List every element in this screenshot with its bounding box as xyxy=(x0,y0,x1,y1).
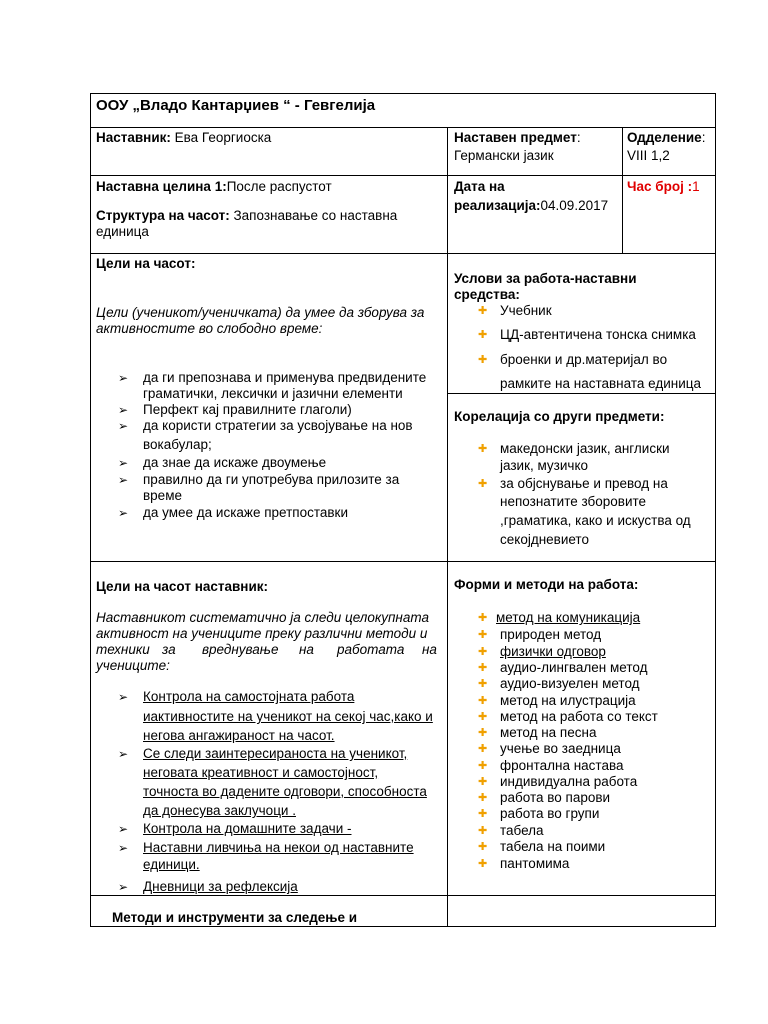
plus-bullet-icon: ✚ xyxy=(478,743,488,755)
unit-value: После распустот xyxy=(226,179,332,194)
monitoring-heading: Методи и инструменти за следење и xyxy=(112,910,358,925)
method-item: метод на работа со текст xyxy=(500,709,658,724)
teacher-goal-item: Контрола на домашните задачи - xyxy=(143,821,352,836)
method-item: табела на поими xyxy=(500,839,606,854)
date-field xyxy=(454,198,608,214)
teacher-name: Ева Георгиоска xyxy=(170,130,272,145)
plus-bullet-icon: ✚ xyxy=(478,808,488,820)
method-item: фронтална настава xyxy=(500,758,624,773)
teacher-goal-item: Контрола на самостојната работа xyxy=(143,689,355,704)
teacher-goal-item: Наставни ливчиња на некои од наставните xyxy=(143,840,414,855)
class-value: VIII 1,2 xyxy=(627,148,670,163)
teacher-goals-intro-word: вреднување xyxy=(202,642,279,657)
conditions-heading-cont: средства: xyxy=(454,287,520,302)
plus-bullet-icon: ✚ xyxy=(478,841,488,853)
plus-bullet-icon: ✚ xyxy=(478,612,488,624)
method-item: аудио-лингвален метод xyxy=(500,660,648,675)
row-divider xyxy=(90,561,716,562)
school-name: ООУ „Владо Кантарџиев “ - Гевгелија xyxy=(96,97,376,114)
condition-item: Учебник xyxy=(500,303,552,318)
arrow-bullet-icon: ➢ xyxy=(118,690,129,704)
plus-bullet-icon: ✚ xyxy=(478,695,488,707)
arrow-bullet-icon: ➢ xyxy=(118,747,129,761)
goal-item: граматички, лексички и јазични елементи xyxy=(143,386,403,401)
method-item: метод на песна xyxy=(500,725,597,740)
goals-heading: Цели на часот: xyxy=(96,256,196,271)
conditions-heading: Услови за работа-наставни xyxy=(454,271,637,286)
date-label: Дата на xyxy=(454,179,505,194)
plus-bullet-icon: ✚ xyxy=(478,329,488,341)
lesson-number-value: 1 xyxy=(692,179,700,194)
arrow-bullet-icon: ➢ xyxy=(118,419,129,433)
teacher-goal-item: Се следи заинтересираноста на ученикот, xyxy=(143,746,408,761)
goal-item: време xyxy=(143,488,182,503)
subject-field xyxy=(454,130,581,146)
plus-bullet-icon: ✚ xyxy=(478,678,488,690)
arrow-bullet-icon: ➢ xyxy=(118,841,129,855)
arrow-bullet-icon: ➢ xyxy=(118,371,129,385)
table-border-left xyxy=(90,93,91,927)
method-item: физички одговор xyxy=(500,644,606,659)
method-item: природен метод xyxy=(500,627,602,642)
plus-bullet-icon: ✚ xyxy=(478,727,488,739)
teacher-goals-intro-word: за xyxy=(162,642,176,657)
unit-field xyxy=(96,179,332,195)
plus-bullet-icon: ✚ xyxy=(478,711,488,723)
row-divider xyxy=(447,393,716,394)
correlation-item: македонски јазик, англиски xyxy=(500,441,670,456)
teacher-goals-heading: Цели на часот наставник: xyxy=(96,579,268,594)
table-border-bottom xyxy=(90,926,716,927)
column-divider xyxy=(622,127,623,253)
goal-item: правилно да ги употребува прилозите за xyxy=(143,472,400,487)
column-divider xyxy=(447,127,448,927)
row-divider xyxy=(90,895,716,896)
method-item: работа во парови xyxy=(500,790,611,805)
structure-value-cont: единица xyxy=(96,224,149,239)
plus-bullet-icon: ✚ xyxy=(478,478,488,490)
arrow-bullet-icon: ➢ xyxy=(118,456,129,470)
table-border-top xyxy=(90,93,716,94)
method-item: аудио-визуелен метод xyxy=(500,676,640,691)
class-colon: : xyxy=(701,130,706,145)
methods-heading: Форми и методи на работа: xyxy=(454,577,639,592)
plus-bullet-icon: ✚ xyxy=(478,443,488,455)
goal-item: да користи стратегии за усвојување на нов xyxy=(143,418,413,433)
teacher-goals-intro-word: на xyxy=(299,642,314,657)
method-item: табела xyxy=(500,823,544,838)
subject-colon: : xyxy=(576,130,581,145)
teacher-goal-item: точноста во дадените одговори, способноста xyxy=(143,784,427,799)
teacher-goals-intro: активност на учениците преку различни методи и xyxy=(96,626,428,641)
teacher-goal-item: неговата креативност и самостојност, xyxy=(143,765,379,780)
method-item: пантомима xyxy=(500,856,570,871)
method-item: метод на комуникација xyxy=(496,610,641,625)
correlation-heading: Корелација со други предмети: xyxy=(454,409,665,424)
goal-item: да умее да искаже претпоставки xyxy=(143,505,348,520)
teacher-goals-intro-word: учениците: xyxy=(96,658,170,673)
plus-bullet-icon: ✚ xyxy=(478,646,488,658)
plus-bullet-icon: ✚ xyxy=(478,825,488,837)
plus-bullet-icon: ✚ xyxy=(478,858,488,870)
correlation-item: непознатите зборовите xyxy=(500,494,647,509)
arrow-bullet-icon: ➢ xyxy=(118,822,129,836)
plus-bullet-icon: ✚ xyxy=(478,354,488,366)
teacher-field xyxy=(96,130,271,146)
goal-item: да ги препознава и применува предвидените xyxy=(143,370,427,385)
correlation-item: јазик, музичко xyxy=(500,458,589,473)
structure-label: Структура на часот: xyxy=(96,208,230,223)
subject-label: Наставен предмет xyxy=(454,130,577,145)
teacher-goal-item: иактивностите на ученикот на секој час,како и xyxy=(143,709,433,724)
class-field xyxy=(627,130,705,146)
table-border-right xyxy=(715,93,716,927)
goal-item: Перфект кај правилните глаголи) xyxy=(143,402,352,417)
teacher-goal-item: единици. xyxy=(143,857,200,872)
teacher-goals-intro-word: работата xyxy=(337,642,405,657)
teacher-goals-intro: Наставникот систематично ја следи целокупната xyxy=(96,610,429,625)
correlation-item: ,граматика, како и искуства од xyxy=(500,513,691,528)
plus-bullet-icon: ✚ xyxy=(478,629,488,641)
subject-value: Германски јазик xyxy=(454,148,554,163)
goals-intro: Цели (ученикот/ученичката) да умее да зборува за xyxy=(96,305,425,320)
goal-item: да знае да искаже двоумење xyxy=(143,455,327,470)
correlation-item: секојдневието xyxy=(500,532,589,547)
plus-bullet-icon: ✚ xyxy=(478,792,488,804)
plus-bullet-icon: ✚ xyxy=(478,305,488,317)
method-item: работа во групи xyxy=(500,806,600,821)
date-value: 04.09.2017 xyxy=(540,198,609,213)
teacher-goals-intro-word: техники xyxy=(96,642,150,657)
structure-value: Запознавање со наставна xyxy=(229,208,398,223)
condition-item: ЦД-автентичена тонска снимка xyxy=(500,327,696,342)
method-item: метод на илустрација xyxy=(500,693,636,708)
method-item: индивидуална работа xyxy=(500,774,638,789)
date-label-cont: реализација: xyxy=(454,198,541,213)
unit-label: Наставна целина 1: xyxy=(96,179,227,194)
condition-item: рамките на наставната единица xyxy=(500,376,701,391)
goal-item: вокабулар; xyxy=(143,437,212,452)
plus-bullet-icon: ✚ xyxy=(478,776,488,788)
structure-field xyxy=(96,208,397,224)
condition-item: броенки и др.материјал во xyxy=(500,352,668,367)
plus-bullet-icon: ✚ xyxy=(478,662,488,674)
row-divider xyxy=(90,253,716,254)
teacher-goal-item: да донесува заклучоци . xyxy=(143,803,296,818)
goals-intro-cont: активностите во слободно време: xyxy=(96,321,323,336)
teacher-goal-item: негова ангажираност на часот. xyxy=(143,728,335,743)
teacher-label: Наставник: xyxy=(96,130,171,145)
plus-bullet-icon: ✚ xyxy=(478,760,488,772)
lesson-number-field xyxy=(627,179,700,195)
lesson-number-label: Час број : xyxy=(627,179,693,194)
class-label: Одделение xyxy=(627,130,702,145)
arrow-bullet-icon: ➢ xyxy=(118,506,129,520)
arrow-bullet-icon: ➢ xyxy=(118,880,129,894)
teacher-goals-intro-word: на xyxy=(422,642,437,657)
teacher-goal-item: Дневници за рефлексија xyxy=(143,879,298,894)
correlation-item: за објснување и превод на xyxy=(500,476,668,491)
arrow-bullet-icon: ➢ xyxy=(118,473,129,487)
method-item: учење во заедница xyxy=(500,741,621,756)
arrow-bullet-icon: ➢ xyxy=(118,403,129,417)
